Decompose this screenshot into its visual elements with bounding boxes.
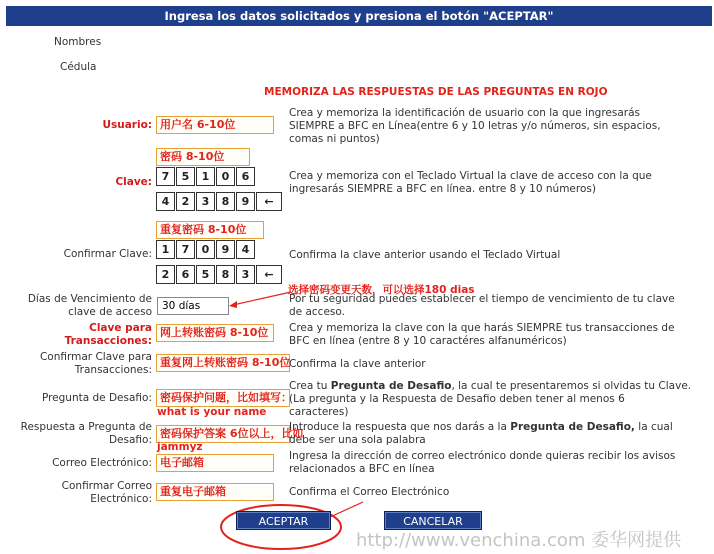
clave-trans-desc: Crea y memoriza la clave con la que harás SIEMPRE tus transacciones de BFC en línea (entre 8 y 10 caractéres alfanuméricos)	[289, 322, 675, 347]
watermark: http://www.venchina.com 委华网提供	[356, 530, 682, 551]
key-button[interactable]: 2	[156, 265, 175, 284]
backspace-icon[interactable]: ←	[256, 265, 282, 284]
cedula-label: Cédula	[60, 61, 97, 73]
correo-input[interactable]: 电子邮箱	[156, 454, 274, 472]
annotation-arrow	[225, 288, 295, 312]
confirmar-clave-hint: 重复密码 8-10位	[156, 221, 264, 239]
confirmar-clave-desc: Confirma la clave anterior usando el Teclado Virtual	[289, 249, 561, 261]
pregunta-desc: Crea tu Pregunta de Desafio, la cual te presentaremos si olvidas tu Clave. (La pregunta y la Respuesta de Desafio deben tener al menos 6 caracteres)	[289, 380, 692, 418]
key-button[interactable]: 9	[236, 192, 255, 211]
confirmar-correo-input[interactable]: 重复电子邮箱	[156, 483, 274, 501]
backspace-icon[interactable]: ←	[256, 192, 282, 211]
usuario-desc: Crea y memoriza la identificación de usuario con la que ingresarás SIEMPRE a BFC en Línea(entre 6 y 10 letras y/o números, sin espacios, comas ni puntos)	[289, 107, 661, 145]
key-button[interactable]: 2	[176, 192, 195, 211]
key-button[interactable]: 4	[236, 240, 255, 259]
confirmar-trans-input[interactable]: 重复网上转账密码 8-10位	[156, 354, 290, 372]
correo-desc: Ingresa la dirección de correo electrónico donde quieras recibir los avisos relacionados a BFC en línea	[289, 450, 676, 475]
respuesta-label: Respuesta a Pregunta de Desafio:	[20, 421, 152, 446]
usuario-label: Usuario:	[102, 119, 152, 131]
key-button[interactable]: 8	[216, 265, 235, 284]
key-button[interactable]: 0	[216, 167, 235, 186]
correo-label: Correo Electrónico:	[52, 457, 152, 469]
key-button[interactable]: 5	[196, 265, 215, 284]
respuesta-example: jammyz	[157, 441, 203, 453]
key-button[interactable]: 7	[156, 167, 175, 186]
key-button[interactable]: 0	[196, 240, 215, 259]
confirmar-trans-desc: Confirma la clave anterior	[289, 358, 426, 370]
key-button[interactable]: 3	[236, 265, 255, 284]
usuario-input[interactable]: 用户名 6-10位	[156, 116, 274, 134]
clave-label: Clave:	[115, 176, 152, 188]
key-button[interactable]: 4	[156, 192, 175, 211]
respuesta-desc: Introduce la respuesta que nos darás a la Pregunta de Desafio, la cual debe ser una sola palabra	[289, 421, 673, 446]
key-button[interactable]: 6	[236, 167, 255, 186]
cancelar-button[interactable]: CANCELAR	[384, 511, 482, 530]
key-button[interactable]: 8	[216, 192, 235, 211]
vencimiento-annotation: 选择密码变更天数，可以选择180 dias	[288, 284, 475, 296]
form-header: Ingresa los datos solicitados y presiona el botón "ACEPTAR"	[6, 6, 712, 26]
memoriza-title: MEMORIZA LAS RESPUESTAS DE LAS PREGUNTAS EN ROJO	[264, 86, 608, 98]
pregunta-label: Pregunta de Desafio:	[41, 392, 152, 404]
confirmar-trans-label: Confirmar Clave para Transacciones:	[39, 351, 152, 376]
key-button[interactable]: 7	[176, 240, 195, 259]
pregunta-example: what is your name	[157, 406, 267, 418]
key-button[interactable]: 9	[216, 240, 235, 259]
pregunta-input[interactable]: 密码保护问题，比如填写：	[156, 389, 290, 407]
vencimiento-desc: Por tu seguridad puedes establecer el tiempo de vencimiento de tu clave de acceso.	[289, 293, 675, 318]
key-button[interactable]: 6	[176, 265, 195, 284]
confirmar-clave-label: Confirmar Clave:	[63, 248, 152, 260]
clave-desc: Crea y memoriza con el Teclado Virtual la clave de acceso con la que ingresarás SIEMPRE a BFC en línea. entre 8 y 10 números)	[289, 170, 652, 195]
key-button[interactable]: 1	[196, 167, 215, 186]
clave-trans-input[interactable]: 网上转账密码 8-10位	[156, 324, 274, 342]
clave-hint: 密码 8-10位	[156, 148, 250, 166]
confirmar-correo-label: Confirmar Correo Electrónico:	[61, 480, 152, 505]
key-button[interactable]: 5	[176, 167, 195, 186]
vencimiento-select[interactable]: 30 días	[157, 297, 229, 315]
key-button[interactable]: 1	[156, 240, 175, 259]
confirmar-correo-desc: Confirma el Correo Electrónico	[289, 486, 450, 498]
key-button[interactable]: 3	[196, 192, 215, 211]
nombres-label: Nombres	[54, 36, 102, 48]
clave-trans-label: Clave para Transacciones:	[64, 322, 152, 347]
aceptar-button[interactable]: ACEPTAR	[236, 511, 331, 530]
vencimiento-label: Días de Vencimiento de clave de acceso	[27, 293, 152, 318]
respuesta-input[interactable]: 密码保护答案 6位以上，比如	[156, 425, 290, 443]
